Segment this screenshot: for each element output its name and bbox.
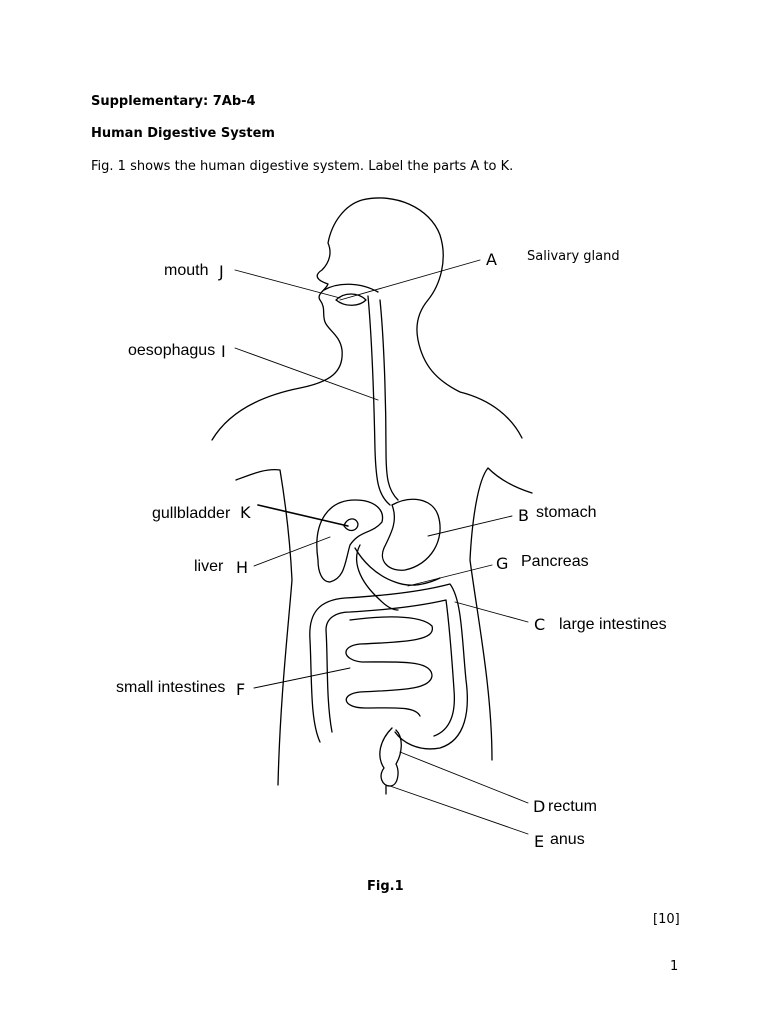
label-k-answer: gullbladder [152, 505, 231, 522]
label-f-letter: F [236, 680, 246, 699]
leader-e [390, 786, 528, 834]
leader-c [455, 602, 528, 622]
page-number: 1 [670, 959, 679, 974]
gallbladder-outline [344, 519, 358, 531]
oesophagus-outline-inner [380, 300, 398, 500]
leader-i [235, 348, 378, 400]
label-f-answer: small intestines [116, 679, 226, 696]
label-b-letter: B [518, 506, 529, 525]
instruction-text: Fig. 1 shows the human digestive system. Label the parts A to K. [91, 159, 514, 174]
label-k-letter: K [240, 503, 251, 522]
label-i-answer: oesophagus [128, 342, 216, 359]
label-c-letter: C [534, 615, 546, 634]
label-c-answer: large intestines [559, 616, 667, 633]
duodenum-outline [357, 545, 398, 610]
leader-a [340, 260, 480, 300]
label-d-letter: D [533, 797, 546, 816]
label-j-answer: mouth [164, 262, 209, 279]
label-h-letter: H [236, 558, 249, 577]
document-code: Supplementary: 7Ab-4 [91, 94, 256, 109]
figure-caption: Fig.1 [367, 879, 404, 894]
label-d-answer: rectum [548, 798, 597, 815]
label-g-letter: G [496, 554, 509, 573]
label-a-letter: A [486, 250, 497, 269]
label-h-answer: liver [194, 558, 224, 575]
label-e-letter: E [534, 832, 545, 851]
label-j-letter: J [219, 262, 224, 281]
label-i-letter: I [221, 342, 226, 361]
leader-f [254, 668, 350, 688]
head-outline [212, 198, 522, 440]
label-g-answer: Pancreas [521, 553, 589, 570]
palate-outline [324, 284, 378, 292]
marks-total: [10] [653, 912, 680, 927]
pancreas-outline [355, 548, 440, 585]
large-intestine-inner [326, 600, 454, 736]
leader-d [400, 752, 528, 803]
label-a-answer: Salivary gland [527, 249, 620, 264]
document-title: Human Digestive System [91, 126, 275, 141]
label-e-answer: anus [550, 831, 585, 848]
leader-g [408, 565, 492, 586]
leader-k [258, 505, 348, 526]
leader-j [235, 270, 340, 298]
small-intestine-coils [346, 617, 432, 716]
label-b-answer: stomach [536, 504, 597, 521]
